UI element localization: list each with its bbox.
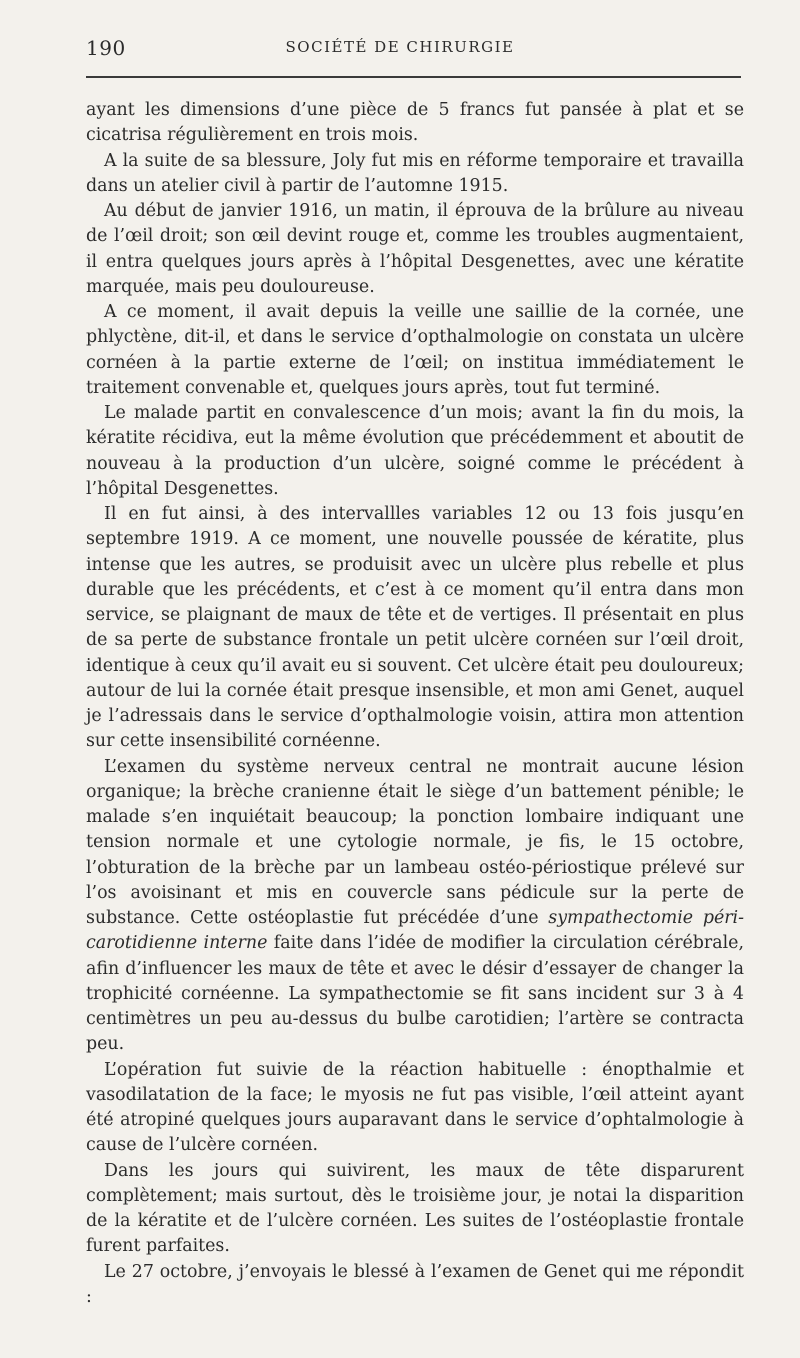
paragraph-continued: ayant les dimensions d’une pièce de 5 francs fut pansée à plat et se cicatrisa régulièrement en trois mois.	[86, 100, 744, 146]
paragraph: Dans les jours qui suivirent, les maux de tête disparurent complètement; mais surtout, dès le troisième jour, je notai la disparition de la kératite et de l’ulcère cornéen. Les suites de l’ostéoplastie frontale furent parfaites.	[86, 1160, 744, 1257]
paragraph: Au début de janvier 1916, un matin, il éprouva de la brûlure au niveau de l’œil droit; son œil devint rouge et, comme les troubles augmentaient, il entra quelques jours après à l’hôpital Desgenettes, avec une kératite marquée, mais peu douloureuse.	[86, 201, 744, 297]
paragraph: Le 27 octobre, j’envoyais le blessé à l’examen de Genet qui me répondit :	[86, 1261, 744, 1307]
paragraph: Il en fut ainsi, à des intervallles variables 12 ou 13 fois jusqu’en septembre 1919. A ce moment, une nouvelle poussée de kératite, plus intense que les autres, se produisit avec un ulcère plus rebelle et plus durable que les précédents, et c’est à ce moment qu’il entra dans mon service, se plaignant de maux de tête et de vertiges. Il présentait en plus de sa perte de substance frontale un petit ulcère cornéen sur l’œil droit, identique à ceux qu’il avait eu si souvent. Cet ulcère était peu douloureux; autour de lui la cornée était presque insensible, et mon ami Genet, auquel je l’adressais dans le service d’opthalmologie voisin, attira mon attention sur cette insensibilité cornéenne.	[86, 504, 744, 752]
paragraph: Le malade partit en convalescence d’un mois; avant la fin du mois, la kératite récidiva, eut la même évolution que précédemment et aboutit de nouveau à la production d’un ulcère, soigné comme le précédent à l’hôpital Desgenettes.	[86, 403, 744, 499]
body-text	[86, 98, 744, 1310]
running-title: SOCIÉTÉ DE CHIRURGIE	[285, 38, 515, 56]
paragraph: L’opération fut suivie de la réaction habituelle : énopthalmie et vasodilatation de la face; le myosis ne fut pas visible, l’œil atteint ayant été atropiné quelques jours auparavant dans le service d’ophtalmologie à cause de l’ulcère cornéen.	[86, 1059, 744, 1156]
paragraph-text: L’examen du système nerveux central ne montrait aucune lésion organique; la brèche cranienne était le siège d’un battement pénible; le malade s’en inquiétait beaucoup; la ponction lombaire indiquant une tension normale et une cytologie normale, je fis, le 15 octobre, l’obturation de la brèche par un lambeau ostéo-périostique prélevé sur l’os avoisinant et mis en couvercle sans pédicule sur la perte de substance. Cette ostéoplastie fut précédée d’une	[86, 756, 744, 928]
paragraph: A la suite de sa blessure, Joly fut mis en réforme temporaire et travailla dans un atelier civil à partir de l’automne 1915.	[86, 150, 744, 196]
italic-term: sympathectomie péri-carotidienne interne	[86, 908, 744, 954]
paragraph: A ce moment, il avait depuis la veille une saillie de la cornée, une phlyctène, dit-il, et dans le service d’opthalmologie on constata un ulcère cornéen à la partie externe de l’œil; on institua immédiatement le traitement convenable et, quelques jours après, tout fut terminé.	[86, 302, 744, 398]
paragraph-text: faite dans l’idée de modifier la circulation cérébrale, afin d’influencer les maux de tête et avec le désir d’essayer de changer la trophicité cornéenne. La sympathectomie se fit sans incident sur 3 à 4 centimètres un peu au-dessus du bulbe carotidien; l’artère se contracta peu.	[86, 933, 744, 1055]
page-number: 190	[86, 36, 126, 60]
header-rule	[86, 76, 741, 78]
paragraph	[86, 755, 744, 1058]
